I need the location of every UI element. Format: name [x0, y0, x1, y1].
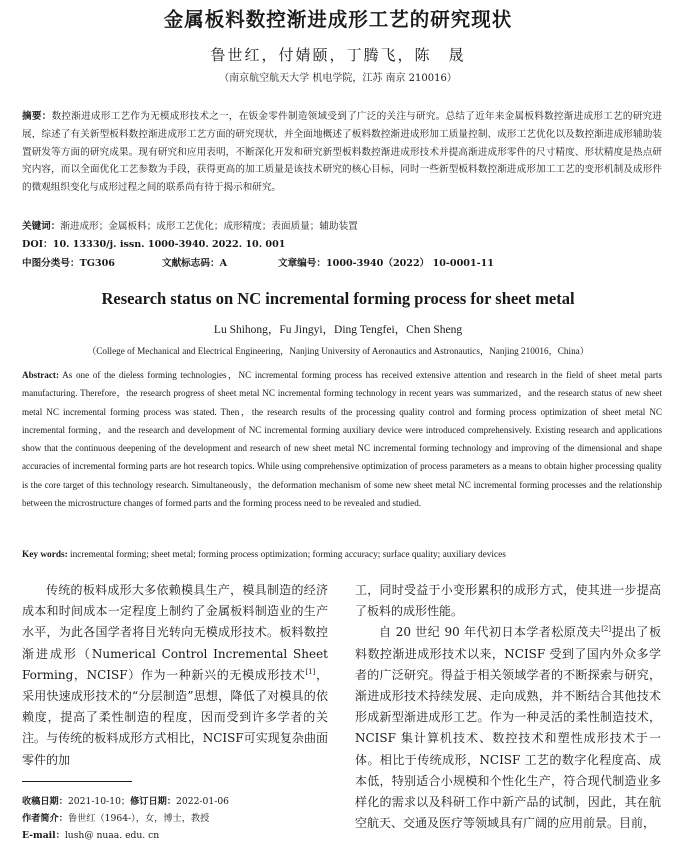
- body-left-text-a: 传统的板料成形大多依赖模具生产，模具制造的经济成本和时间成本一定程度上制约了金属板料制造业的生产水平，为此各国学者将目光转向无模成形技术。板料数控渐进成形（Numerical Control Incremental Sheet Forming，NCISF）作为一种新兴的无模成形技术: [22, 583, 328, 682]
- english-authors: Lu Shihong，Fu Jingyi，Ding Tengfei，Chen Sheng: [213, 324, 463, 336]
- footnote-email: [22, 827, 332, 844]
- english-abstract-label: Abstract:: [22, 370, 59, 380]
- doi-line: [22, 236, 662, 250]
- document-code-value: A: [219, 258, 228, 269]
- body-right-text-b: 提出了板料数控渐进成形技术以来，NCISF 受到了国内外众多学者的广泛研究。得益于相关领域学者的不断探索与研究，渐进成形技术持续发展、走向成熟，并不断结合其他技术形成新型渐进成形工艺。作为一种灵活的柔性制造技术，NCISF 集计算机技术、数控技术和塑性成形技术于一体。相比于传统成形，NCISF 工艺的数字化程度高、成本低，特别适合小规模和个性化生产，符合现代制造业多样化的需求以及科研工作中新产品的试制，因此，其在航空航天、交通及医疗等领域具有广阔的应用前景。目前，: [355, 625, 661, 831]
- author-bio-value: 鲁世红（1964-），女，博士，教授: [67, 813, 210, 824]
- received-date-value: 2021-10-10；: [67, 796, 131, 807]
- author-bio-label: 作者简介：: [22, 813, 68, 824]
- revised-date-value: 2022-01-06: [176, 796, 230, 807]
- footnote-divider: [22, 781, 132, 782]
- body-right-paragraph-1: 工，同时受益于小变形累积的成形方式，使其进一步提高了板料的成形性能。: [355, 583, 661, 619]
- email-label: E-mail：: [22, 830, 65, 841]
- english-keywords-label: Key words:: [22, 550, 68, 560]
- footnote-dates: [22, 793, 332, 810]
- doi-label: DOI：: [22, 239, 53, 250]
- body-right-text-a: 自 20 世纪 90 年代初日本学者松原茂夫: [379, 625, 602, 640]
- article-number-label: 文章编号：: [278, 258, 326, 269]
- chinese-affiliation: （南京航空航天大学 机电学院，江苏 南京 210016）: [219, 73, 457, 84]
- footnotes: [22, 793, 332, 844]
- english-keywords: [22, 550, 662, 560]
- clc-value: TG306: [79, 258, 115, 269]
- chinese-abstract: [22, 108, 662, 197]
- footnote-author: [22, 810, 332, 827]
- chinese-keywords-label: 关键词：: [22, 221, 61, 232]
- doi-value: 10. 13330/j. issn. 1000-3940. 2022. 10. 001: [52, 239, 286, 250]
- citation-ref-1: [1]: [305, 667, 316, 676]
- english-title: Research status on NC incremental forming process for sheet metal: [101, 289, 575, 308]
- chinese-title: 金属板料数控渐进成形工艺的研究现状: [163, 8, 513, 31]
- chinese-abstract-text: 数控渐进成形工艺作为无模成形技术之一，在钣金零件制造领域受到了广泛的关注与研究。总结了近年来金属板料数控渐进成形工艺的研究进展，综述了有关新型板料数控渐进成形工艺方面的研究现状，并全面地概述了板料数控渐进成形加工质量控制、成形工艺优化以及数控渐进成形辅助装置研发等方面的研究成果。现有研究和应用表明，不断深化开发和研究新型板料数控渐进成形技术并提高渐进成形零件的尺寸精度、形状精度是热点研究内容，而以全面优化工艺参数为手段，获得更高的加工质量是该技术研究的核心目标，同时一些新型板料数控渐进成形加工工艺的变形机制及成形件的微观组织变化与成形过程之间的联系尚有待于揭示和研究。: [22, 111, 663, 194]
- chinese-abstract-label: 摘要：: [22, 111, 52, 122]
- revised-date-label: 修订日期：: [130, 796, 177, 807]
- article-number-value: 1000-3940（2022） 10-0001-11: [325, 258, 494, 269]
- classification-row: [22, 255, 662, 271]
- body-right-column: [355, 580, 661, 834]
- clc-label: 中图分类号：: [22, 258, 80, 269]
- email-value: lush@ nuaa. edu. cn: [64, 830, 160, 841]
- chinese-keywords: [22, 218, 662, 232]
- english-keywords-text: incremental forming; sheet metal; forming process optimization; forming accuracy; surface quality; auxiliary devices: [70, 550, 506, 560]
- citation-ref-2: [2]: [601, 625, 612, 634]
- english-abstract: [22, 366, 662, 512]
- english-abstract-text: As one of the dieless forming technologies，NC incremental forming process has received extensive attention and research in the field of sheet metal parts manufacturing. Therefore，the research progress of sheet metal NC incremental forming technology in recent years was summarized，and the research status of new sheet metal NC incremental forming process was stated. Then，the research results of the processing quality control and forming process optimization of sheet metal NC incremental forming，and the research and development of NC incremental forming auxiliary device were introduced comprehensively. Existing research and applications show that the continuous deepening of the development and research of new sheet metal NC incremental forming technology and improving of the dimensional and shape accuracies of incremental forming parts are hot research topics. While using comprehensive optimization of process parameters as a means to obtain higher processing quality is the core target of this technology research. Simultaneously，the deformation mechanism of some new sheet metal NC incremental forming processes and the relationship between the microstructure changes of formed parts and the forming process need to be revealed and studied.: [22, 370, 662, 508]
- chinese-authors: 鲁世红，付婧颐，丁腾飞，陈 晟: [210, 46, 466, 64]
- body-right-paragraph-2: [355, 622, 661, 834]
- received-date-label: 收稿日期：: [22, 796, 68, 807]
- body-left-text-b: ，采用快速成形技术的“分层制造”思想，降低了对模具的依赖度，提高了柔性制造的程度，因而受到许多学者的关注。与传统的板料成形方式相比，NCISF可实现复杂曲面零件的加: [22, 667, 328, 767]
- body-left-column: [22, 580, 328, 770]
- chinese-keywords-text: 渐进成形；金属板料；成形工艺优化；成形精度；表面质量；辅助装置: [60, 221, 358, 232]
- document-code-label: 文献标志码：: [162, 258, 220, 269]
- english-affiliation: （College of Mechanical and Electrical Engineering，Nanjing University of Aeronautics and Astronautics，Nanjing 210016，China）: [87, 346, 589, 356]
